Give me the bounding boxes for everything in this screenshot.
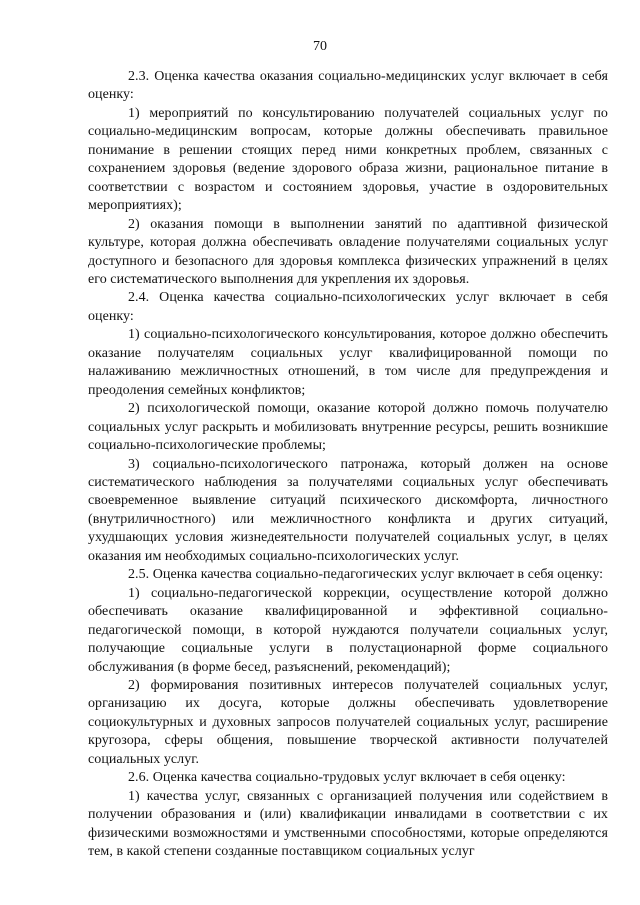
section-2-3-item-2: 2) оказания помощи в выполнении занятий по адаптивной физической культуре, которая должна обеспечивать овладение получателями социальных услуг доступного и безопасного для здоровья комплекса физических упражнений в целях его систематического выполнения для укрепления их здоровья. [88,216,608,287]
section-2-5-heading: 2.5. Оценка качества социально-педагогических услуг включает в себя оценку: [128,567,604,583]
section-2-4-item-3: 3) социально-психологического патронажа, который должен на основе систематического наблюдения за получателями социальных услуг обеспечивать своевременное выявление ситуаций психического дискомфорта, личностного (внутриличностного) или межличностного конфликта и других ситуаций, ухудшающих условия жизнедеятельности получателей социальных услуг, в целях оказания им необходимых социально-психологических услуг. [88,456,608,564]
section-2-5-item-2: 2) формирования позитивных интересов получателей социальных услуг, организацию их досуга, которые должны обеспечивать удовлетворение социокультурных и духовных запросов получателей социальных услуг, расширение кругозора, сферы общения, повышение творческой активности получателей социальных услуг. [88,677,608,767]
section-2-6-item-1: 1) качества услуг, связанных с организацией получения или содействием в получении образования и (или) квалификации инвалидами в соответствии с их физическими возможностями и умственными способностями, которые определяются тем, в какой степени созданные поставщиком социальных услуг [88,788,608,860]
section-2-5-item-1: 1) социально-педагогической коррекции, осуществление которой должно обеспечивать оказание квалифицированной и эффективной социально-педагогической помощи, в которой нуждаются получатели социальных услуг, получающие социальные услуги в полустационарной форме социального обслуживания (в форме бесед, разъяснений, рекомендаций); [88,585,608,675]
page-number: 70 [313,39,327,54]
document-body [88,68,608,861]
section-2-6-heading: 2.6. Оценка качества социально-трудовых услуг включает в себя оценку: [128,770,566,786]
section-2-3-item-1: 1) мероприятий по консультированию получателей социальных услуг по социально-медицинским вопросам, которые должны обеспечивать правильное понимание в решении стоящих перед ними конкретных проблем, связанных с сохранением здоровья (ведение здорового образа жизни, рациональное питание в соответствии с возрастом и состоянием здоровья, участие в оздоровительных мероприятиях); [88,105,608,214]
section-2-3-heading: 2.3. Оценка качества оказания социально-медицинских услуг включает в себя оценку: [88,69,608,103]
section-2-4-heading: 2.4. Оценка качества социально-психологических услуг включает в себя оценку: [88,290,608,324]
section-2-4-item-1: 1) социально-психологического консультирования, которое должно обеспечить оказание получателям социальных услуг квалифицированной помощи по налаживанию межличностных отношений, в том числе для предупреждения и преодоления семейных конфликтов; [88,327,608,398]
section-2-4-item-2: 2) психологической помощи, оказание которой должно помочь получателю социальных услуг раскрыть и мобилизовать внутренние ресурсы, решить возникшие социально-психологические проблемы; [88,401,608,454]
